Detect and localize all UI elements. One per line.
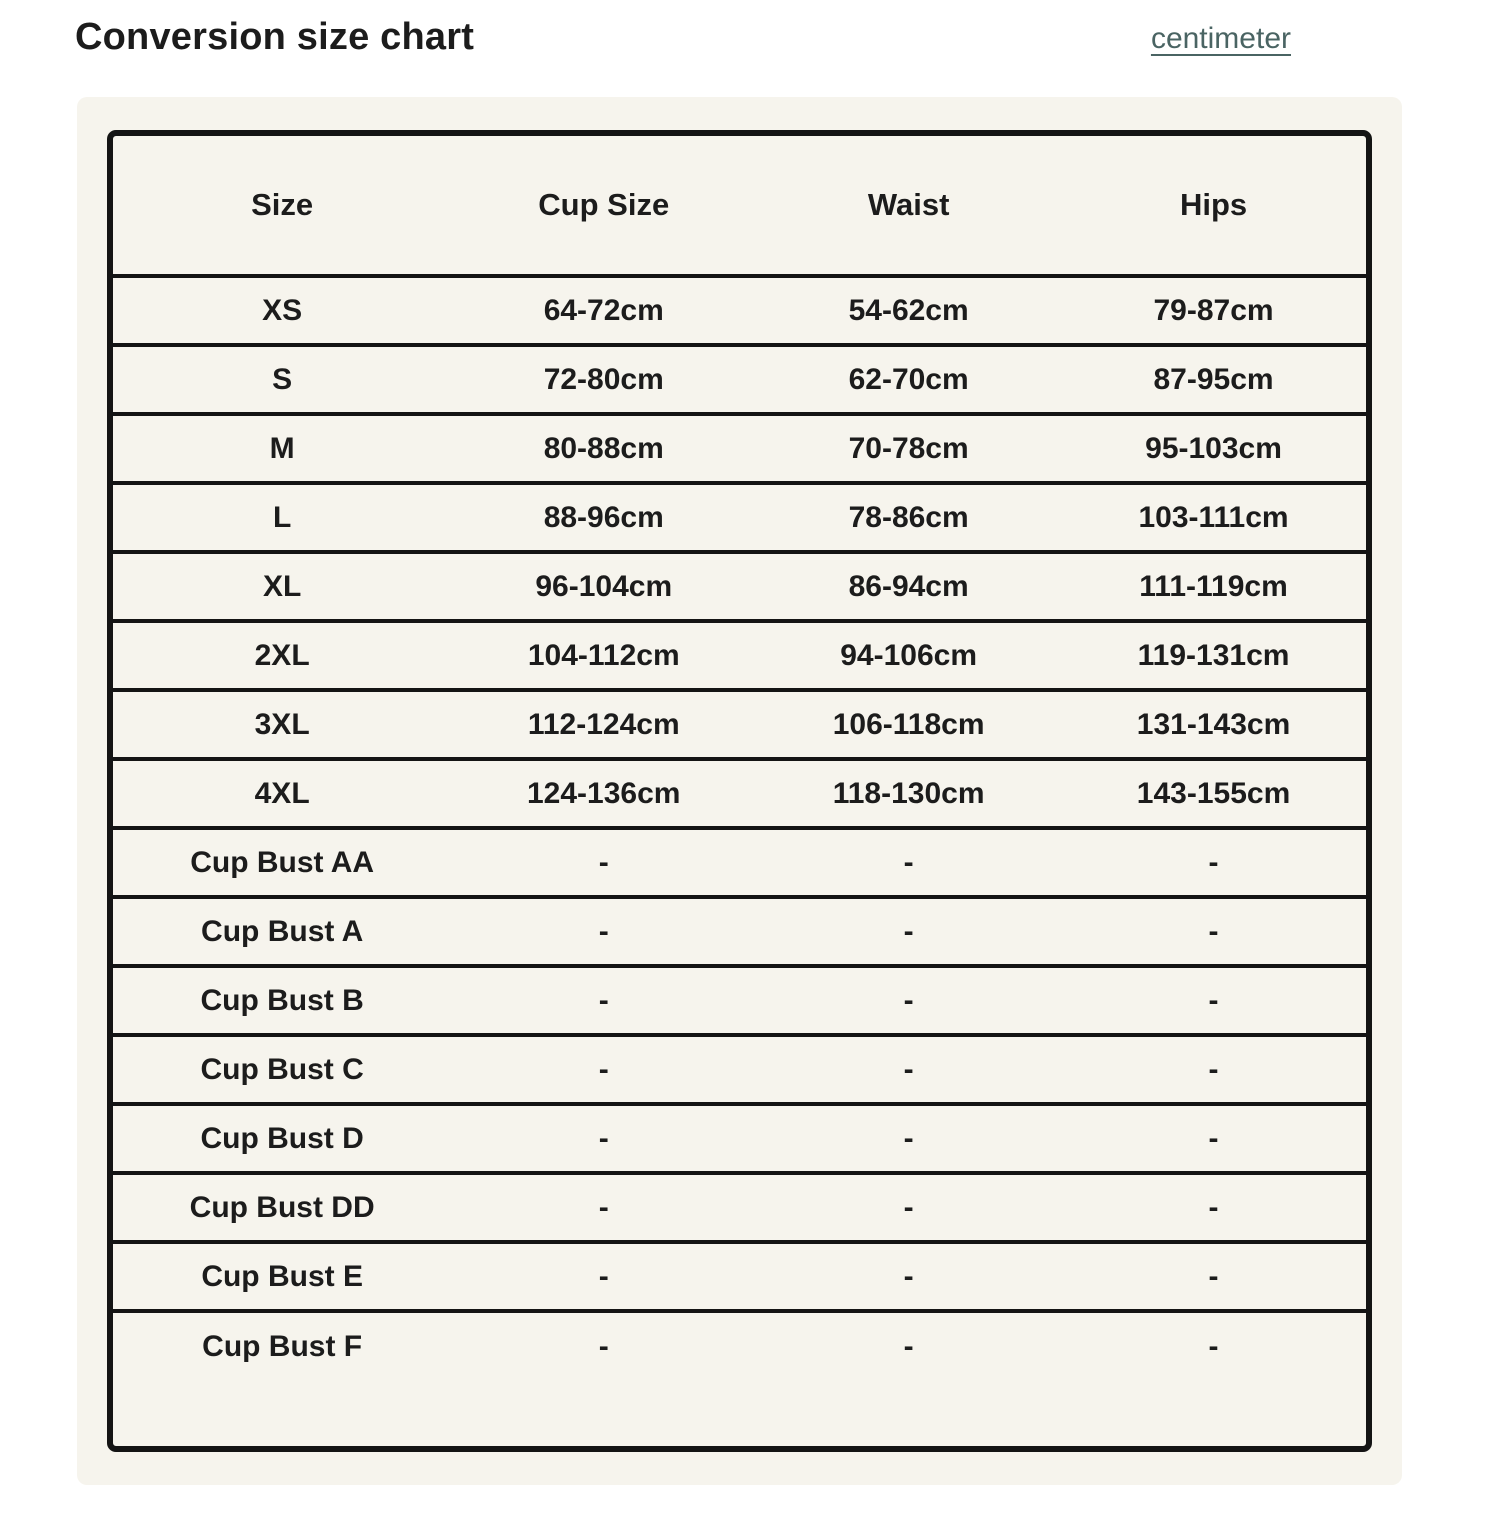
table-cell: - [598, 1121, 609, 1155]
row-label: Cup Bust C [200, 1052, 364, 1086]
table-cell: 78-86cm [848, 500, 969, 534]
column-header-cup-size: Cup Size [538, 187, 670, 222]
table-row [113, 1035, 1366, 1104]
size-chart-table [113, 136, 1366, 1380]
table-cell: 131-143cm [1136, 707, 1291, 741]
page-title: Conversion size chart [75, 16, 475, 58]
table-cell: - [598, 845, 609, 879]
table-cell: - [903, 983, 914, 1017]
table-row [113, 414, 1366, 483]
row-label: Cup Bust E [201, 1259, 363, 1293]
table-cell: - [598, 1329, 609, 1363]
table-row [113, 276, 1366, 345]
column-header-size: Size [251, 187, 314, 222]
size-chart-panel [77, 97, 1402, 1485]
row-label: XS [262, 293, 303, 327]
table-cell: 118-130cm [832, 776, 985, 810]
table-cell: 80-88cm [543, 431, 664, 465]
table-cell: 124-136cm [527, 776, 681, 810]
table-cell: 94-106cm [840, 638, 978, 672]
table-cell: 86-94cm [848, 569, 969, 603]
table-row [113, 1311, 1366, 1380]
table-row [113, 552, 1366, 621]
row-label: XL [262, 569, 302, 603]
table-cell: - [903, 1121, 914, 1155]
table-cell: - [598, 1259, 609, 1293]
row-label: Cup Bust DD [189, 1190, 375, 1224]
table-cell: 103-111cm [1138, 500, 1289, 534]
row-label: Cup Bust F [202, 1329, 363, 1363]
row-label: Cup Bust AA [190, 845, 375, 879]
table-row [113, 621, 1366, 690]
row-label: Cup Bust B [200, 983, 364, 1017]
table-cell: 79-87cm [1153, 293, 1274, 327]
table-cell: - [903, 845, 914, 879]
row-label: M [269, 431, 295, 465]
table-cell: - [598, 1190, 609, 1224]
table-cell: - [1208, 1052, 1219, 1086]
table-cell: 87-95cm [1153, 362, 1274, 396]
table-cell: 112-124cm [527, 707, 680, 741]
header-row [113, 136, 1366, 276]
table-row [113, 1173, 1366, 1242]
table-cell: - [903, 1190, 914, 1224]
table-row [113, 345, 1366, 414]
table-cell: 96-104cm [535, 569, 673, 603]
table-cell: - [903, 1329, 914, 1363]
table-cell: - [1208, 1329, 1219, 1363]
table-cell: - [1208, 1259, 1219, 1293]
row-label: 2XL [254, 638, 310, 672]
table-cell: - [1208, 1190, 1219, 1224]
table-cell: 72-80cm [543, 362, 664, 396]
row-label: Cup Bust A [201, 914, 364, 948]
table-row [113, 690, 1366, 759]
table-cell: 70-78cm [848, 431, 969, 465]
row-label: Cup Bust D [200, 1121, 364, 1155]
table-cell: - [903, 914, 914, 948]
table-body [113, 276, 1366, 1380]
table-cell: 111-119cm [1139, 569, 1288, 603]
row-label: S [272, 362, 293, 396]
size-chart-table-frame [107, 130, 1372, 1452]
table-cell: - [598, 1052, 609, 1086]
table-cell: 104-112cm [527, 638, 680, 672]
table-cell: 88-96cm [543, 500, 664, 534]
table-cell: - [903, 1259, 914, 1293]
table-cell: 95-103cm [1145, 431, 1282, 465]
table-row [113, 759, 1366, 828]
column-header-waist: Waist [867, 187, 950, 222]
row-label: L [272, 500, 292, 534]
table-cell: - [598, 914, 609, 948]
table-row [113, 1104, 1366, 1173]
table-row [113, 897, 1366, 966]
row-label: 4XL [254, 776, 310, 810]
table-cell: 54-62cm [848, 293, 969, 327]
unit-toggle-link[interactable]: centimeter [1150, 22, 1291, 55]
table-cell: - [1208, 914, 1219, 948]
table-cell: 119-131cm [1137, 638, 1290, 672]
table-head [113, 136, 1366, 276]
table-row [113, 1242, 1366, 1311]
table-row [113, 966, 1366, 1035]
page-header [0, 0, 1492, 97]
table-cell: 143-155cm [1136, 776, 1291, 810]
table-cell: - [1208, 1121, 1219, 1155]
table-cell: 64-72cm [543, 293, 664, 327]
row-label: 3XL [254, 707, 310, 741]
column-header-hips: Hips [1179, 187, 1248, 222]
table-cell: 62-70cm [848, 362, 969, 396]
table-cell: - [1208, 983, 1219, 1017]
table-row [113, 483, 1366, 552]
table-cell: - [598, 983, 609, 1017]
table-cell: - [1208, 845, 1219, 879]
table-row [113, 828, 1366, 897]
table-cell: - [903, 1052, 914, 1086]
table-cell: 106-118cm [832, 707, 985, 741]
